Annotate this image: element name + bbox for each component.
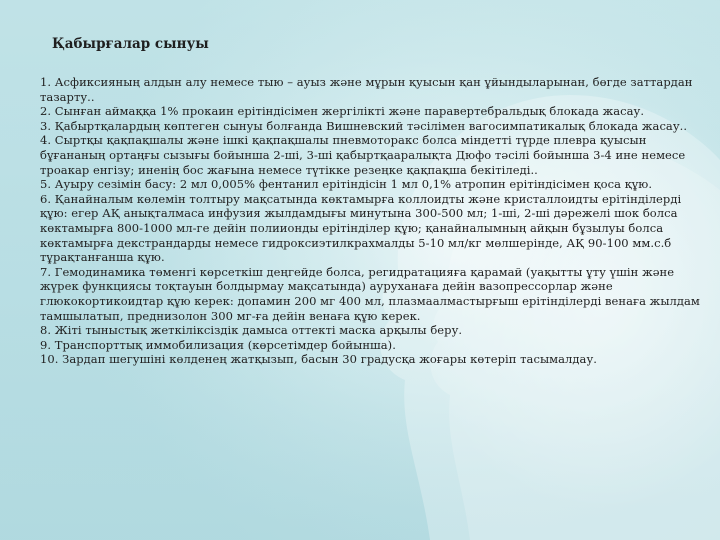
list-item: 6. Қанайналым көлемін толтыру мақсатында көктамырға коллоидты және кристаллоидты ерітінділерді құю: егер АҚ анықталмаса инфузия жылдамдығы минутына 300-500 мл; 1-ші, 2-ші дәрежелі шок болса көктамырға 800-1000 мл-ге дейін полиионды ерітінділер құю; қанайналымның айқын бұзылуы болса көктамырға декстрандарды немесе гидроксиэтилкрахмалды 5-10 мл/кг мөлшерінде, АҚ 90-100 мм.с.б тұрақтанғанша құю. [40,191,682,265]
list-item: 5. Ауыру сезімін басу: 2 мл 0,005% фентанил ерітіндісін 1 мл 0,1% атропин ерітіндісімен қоса құю. [40,177,653,192]
list-item: 9. Транспорттық иммобилизация (көрсетімдер бойынша). [40,337,396,352]
list-item: 2. Сынған аймаққа 1% прокаин ерітіндісімен жергілікті және паравертебральдық блокада жасау. [40,104,645,119]
list-item: 4. Сыртқы қақпақшалы және ішкі қақпақшалы пневмоторакс болса міндетті түрде плевра қуысын бұғананың ортаңғы сызығы бойынша 2-ші, 3-ші қабыртқааралықта Дюфо тәсілі бойынша 3-4 ине немесе троакар енгізу; иненің бос жағына немесе түтікке резеңке қақпақша бекітіледі.. [40,133,686,177]
slide-title: Қабырғалар сынуы [52,36,209,52]
list-item: 7. Гемодинамика төменгі көрсеткіш деңгейде болса, регидратацияға қарамай (уақытты ұту үшін және жүрек функциясы тоқтауын болдырмау мақсатында) ауруханаға дейін вазопрессорлар және глюкокортикоидтар құю керек: допамин 200 мг 400 мл, плазмаалмастырғыш ерітінділерді венаға жылдам тамшылатып, преднизолон 300 мг-ға дейін венаға құю керек. [40,264,700,323]
numbered-list [40,75,700,367]
list-item: 1. Асфиксияның алдын алу немесе тыю – ауыз және мұрын қуысын қан ұйындыларынан, бөгде заттардан тазарту.. [40,75,693,104]
list-item: 8. Жіті тыныстық жеткіліксіздік дамыса оттекті маска арқылы беру. [40,323,463,338]
list-item: 10. Зардап шегушіні көлденең жатқызып, басын 30 градусқа жоғары көтеріп тасымалдау. [40,352,597,367]
list-item: 3. Қабыртқалардың көптеген сынуы болғанда Вишневский тәсілімен вагосимпатикалық блокада жасау.. [40,118,688,133]
